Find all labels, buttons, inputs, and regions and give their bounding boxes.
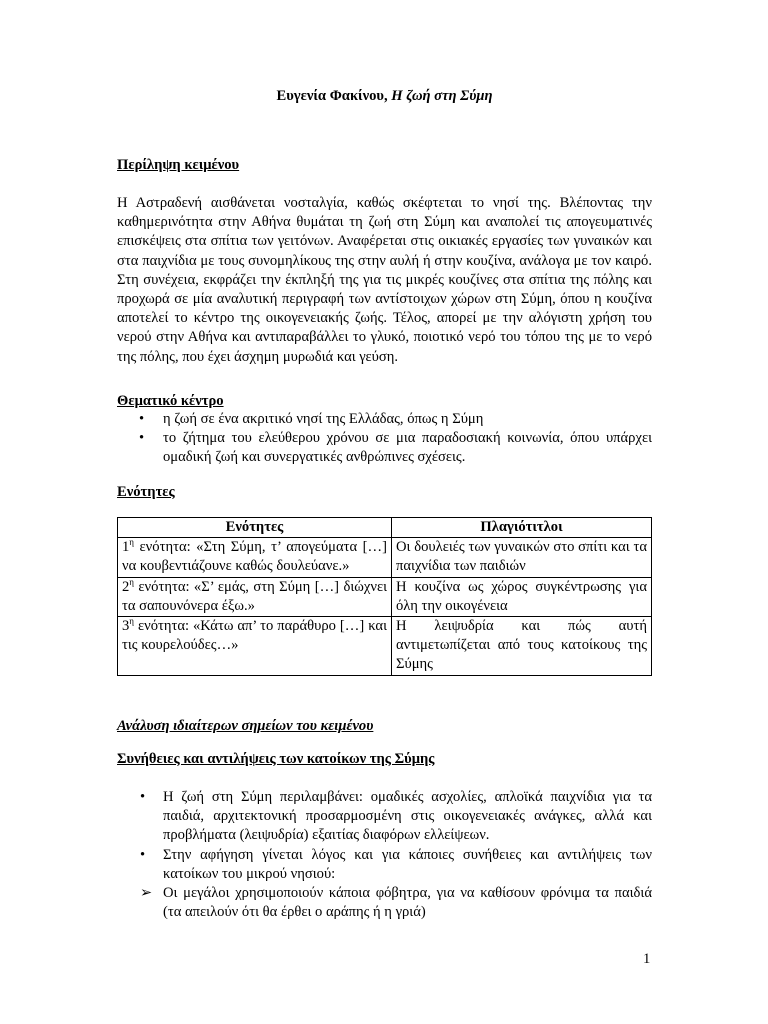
table-cell-unit xyxy=(118,577,392,616)
table-header-units: Ενότητες xyxy=(118,518,392,538)
list-item-text: Η ζωή στη Σύμη περιλαμβάνει: ομαδικές ασχολίες, απλοϊκά παιχνίδια για τα παιδιά, αρχιτεκτονική προσαρμοσμένη στις οικογενειακές ανάγκες, αλλά και προβλήματα (λειψυδρία) εξαιτίας διαφόρων ελλείψεων. xyxy=(163,789,652,844)
list-item xyxy=(117,410,652,429)
analysis-heading: Ανάλυση ιδιαίτερων σημείων του κειμένου xyxy=(117,718,374,734)
bullet-icon: • xyxy=(140,789,146,805)
bullet-icon: • xyxy=(139,411,145,427)
sections-table xyxy=(117,517,652,676)
analysis-subheading: Συνήθειες και αντιλήψεις των κατοίκων της Σύμης xyxy=(117,751,435,767)
list-item xyxy=(117,884,652,922)
table-cell-subtitle: Η λειψυδρία και πώς αυτή αντιμετωπίζεται από τους κατοίκους της Σύμης xyxy=(392,617,652,676)
bullet-icon: • xyxy=(139,430,145,447)
theme-list xyxy=(117,410,652,468)
unit-number: 3 xyxy=(122,618,130,635)
summary-paragraph: Η Αστραδενή αισθάνεται νοσταλγία, καθώς σκέφτεται το νησί της. Βλέποντας την καθημερινότητα στην Αθήνα θυμάται τη ζωή στη Σύμη και αναπολεί τις απογευματινές επισκέψεις στα σπίτια των γειτόνων. Αναφέρεται στις οικιακές εργασίες των γυναικών και στα παιχνίδια με τους συνομηλίκους της στην αυλή ή στην κουζίνα, ανάλογα με τον καιρό. Στη συνέχεια, εκφράζει την έκπληξή της για τις μικρές κουζίνες στα σπίτια της πόλης και προχωρά σε μία αναλυτική περιγραφή των αντίστοιχων χώρων στη Σύμη, όπου η κουζίνα αποτελεί το κέντρο της οικογενειακής ζωής. Τέλος, απορεί με την αλόγιστη χρήση του νερού στην Αθήνα και αντιπαραβάλλει το γλυκό, ποιοτικό νερό του τόπου της με το νερό της πόλης, που έχει άσχημη μυρωδιά και γεύση. xyxy=(117,195,652,365)
list-item-text: Στην αφήγηση γίνεται λόγος και για κάποιες συνήθειες και αντιλήψεις των κατοίκων του μικρού νησιού: xyxy=(163,846,652,882)
document-title xyxy=(117,87,652,106)
title-author: Ευγενία Φακίνου, xyxy=(276,88,388,104)
table-cell-unit xyxy=(118,617,392,676)
unit-ordinal: η xyxy=(129,576,135,587)
table-cell-unit xyxy=(118,538,392,577)
list-item-text: το ζήτημα του ελεύθερου χρόνου σε μια παραδοσιακή κοινωνία, όπου υπάρχει ομαδική ζωή και συνεργατικές ανθρώπινες σχέσεις. xyxy=(163,430,652,466)
table-row xyxy=(118,577,652,616)
unit-ordinal: η xyxy=(129,616,135,627)
unit-number: 2 xyxy=(122,578,130,595)
list-item xyxy=(117,846,652,884)
bullet-icon: • xyxy=(140,846,146,863)
unit-text: ενότητα: «Σ’ εμάς, στη Σύμη […] διώχνει τα σαπουνόνερα έξω.» xyxy=(122,578,387,614)
unit-number: 1 xyxy=(122,539,130,556)
summary-heading: Περίληψη κειμένου xyxy=(117,157,240,173)
list-item xyxy=(117,788,652,846)
list-item-text: η ζωή σε ένα ακριτικό νησί της Ελλάδας, όπως η Σύμη xyxy=(163,411,484,427)
page-number: 1 xyxy=(643,951,651,967)
unit-text: ενότητα: «Κάτω απ’ το παράθυρο […] και τις κουρελούδες…» xyxy=(122,618,387,654)
table-cell-subtitle: Η κουζίνα ως χώρος συγκέντρωσης για όλη την οικογένεια xyxy=(392,577,652,616)
list-item xyxy=(117,429,652,467)
title-work: Η ζωή στη Σύμη xyxy=(391,88,493,104)
table-header-subtitles: Πλαγιότιτλοι xyxy=(392,518,652,538)
arrow-bullet-icon: ➢ xyxy=(140,885,153,902)
unit-text: ενότητα: «Στη Σύμη, τ’ απογεύματα […] να κουβεντιάζουνε καθώς δουλεύανε.» xyxy=(122,539,387,575)
analysis-list xyxy=(117,788,652,922)
table-row xyxy=(118,617,652,676)
table-row xyxy=(118,538,652,577)
list-item-text: Οι μεγάλοι χρησιμοποιούν κάποια φόβητρα, για να καθίσουν φρόνιμα τα παιδιά (τα απειλούν ότι θα έρθει ο αράπης ή η γριά) xyxy=(163,885,652,921)
table-header-row xyxy=(118,518,652,538)
unit-ordinal: η xyxy=(129,537,135,548)
table-cell-subtitle: Οι δουλειές των γυναικών στο σπίτι και τα παιχνίδια των παιδιών xyxy=(392,538,652,577)
sections-heading: Ενότητες xyxy=(117,484,175,500)
theme-heading: Θεματικό κέντρο xyxy=(117,393,224,409)
